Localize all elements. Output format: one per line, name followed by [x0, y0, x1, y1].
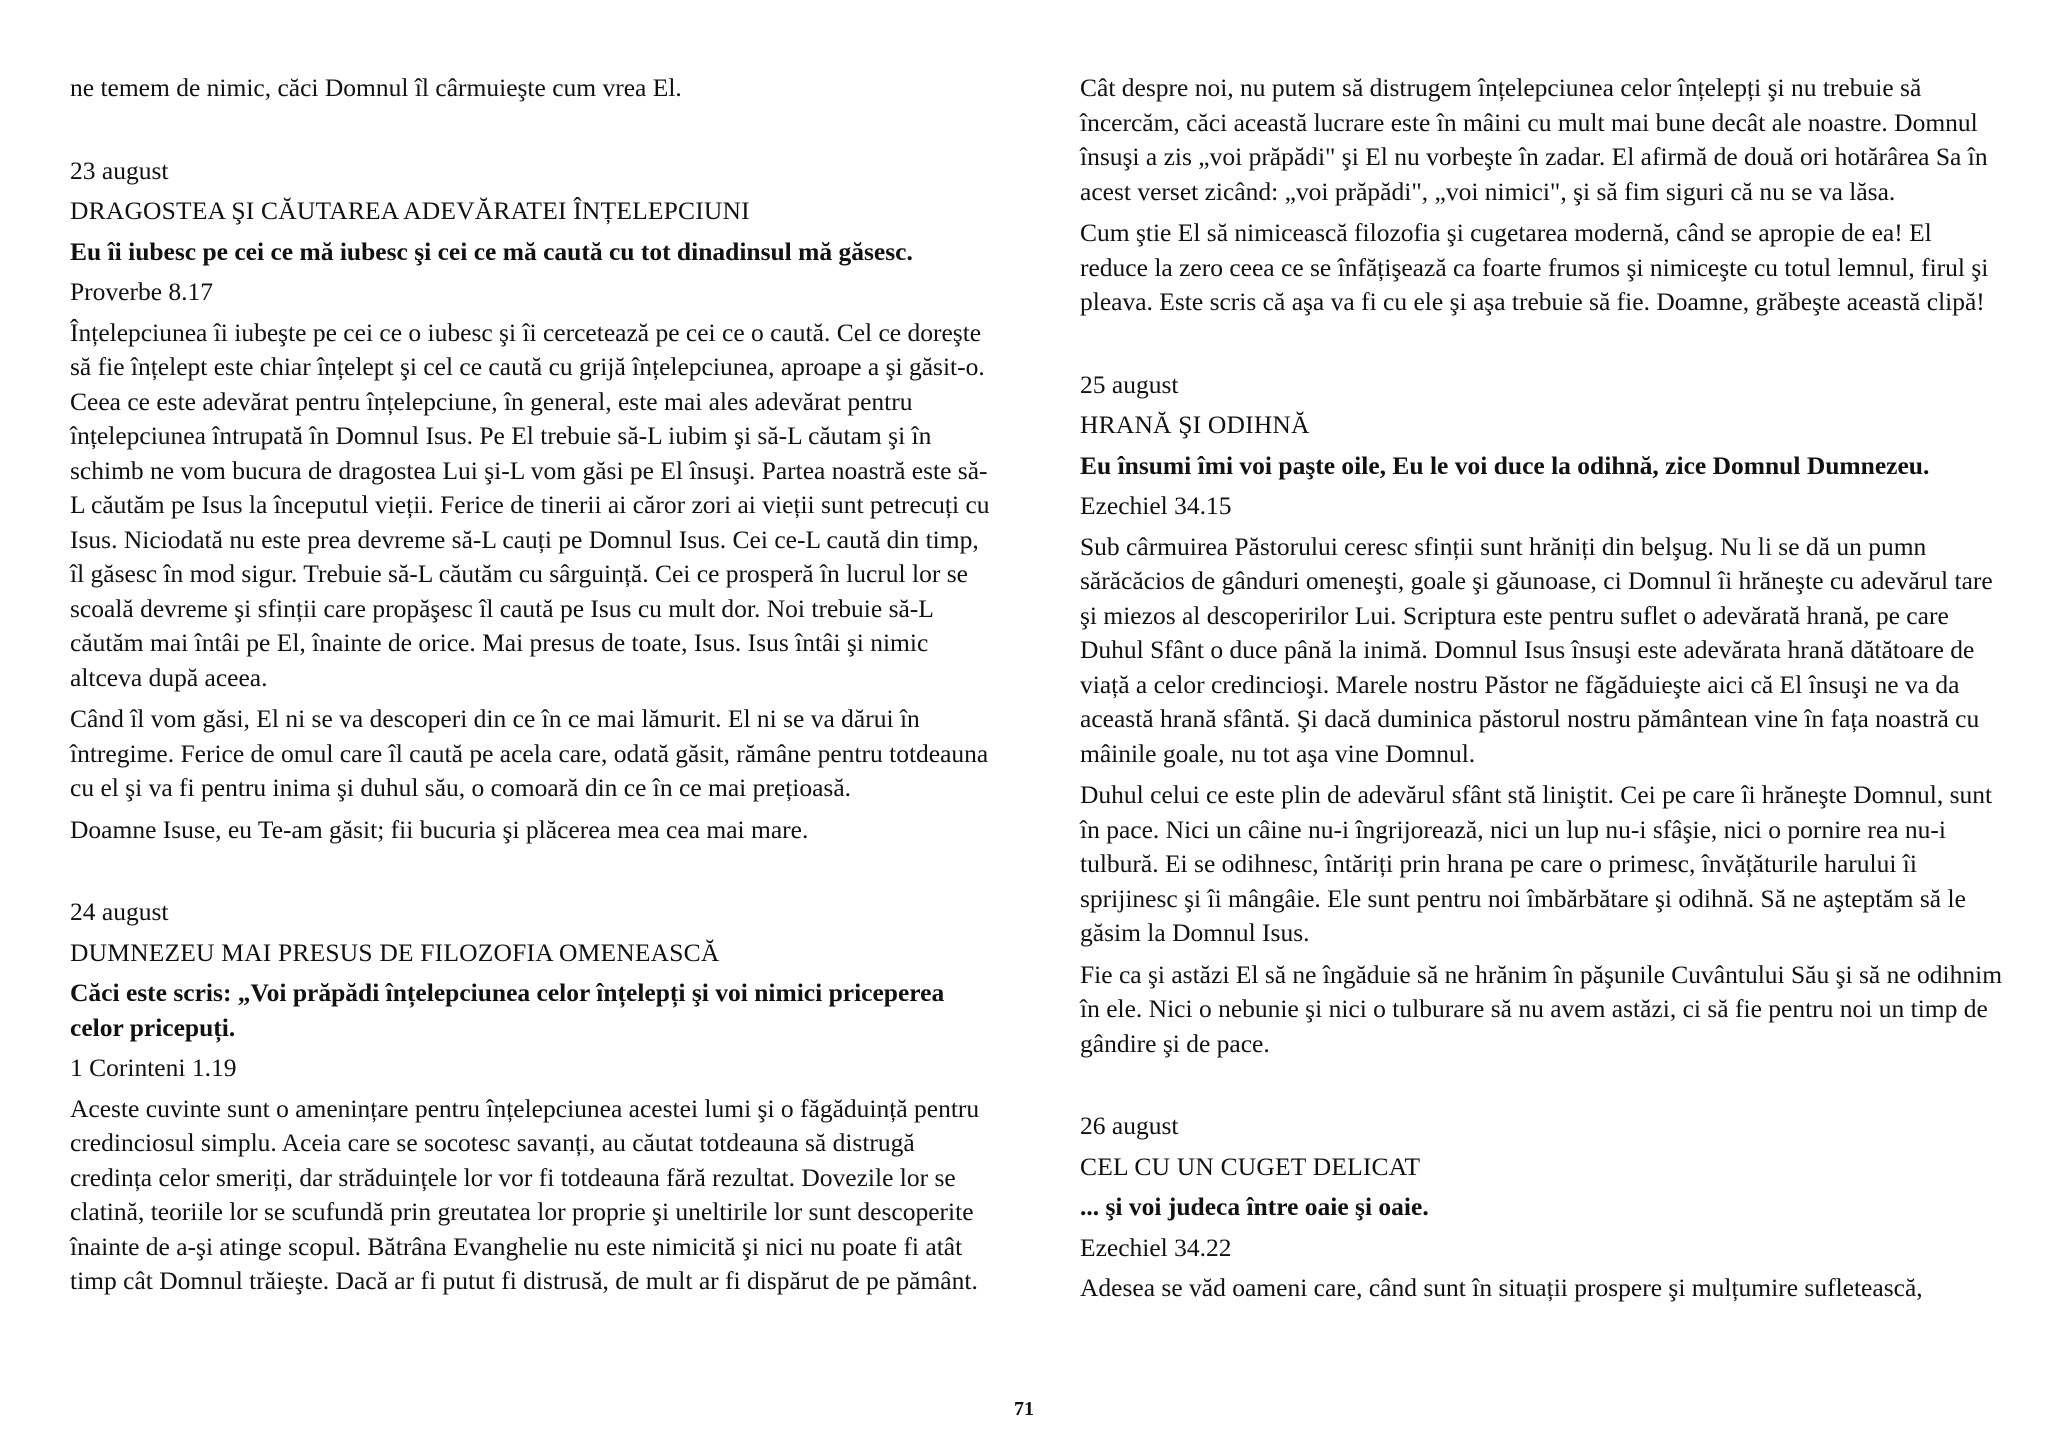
entry-date: 26 august — [1080, 1111, 1179, 1140]
entry-date: 24 august — [70, 897, 169, 926]
devotional-entry-23 — [70, 154, 995, 848]
devotional-entry-25 — [1080, 368, 2005, 1062]
entry-paragraph: Aceste cuvinte sunt o amenințare pentru înțelepciunea acestei lumi şi o făgăduință pentru credinciosul simplu. Aceia care se socotesc savanți, au căutat totdeauna să distrugă credința celor smeriți, dar străduințele lor vor fi totdeauna fără rezultat. Dovezile lor se clatină, teoriile lor se scufundă prin greutatea lor proprie şi uneltirile lor sunt descoperite înainte de a-şi atinge scopul. Bătrâna Evanghelie nu este nimicită şi nici nu poate fi atât timp cât Domnul trăieşte. Dacă ar fi putut fi distrusă, de mult ar fi dispărut de pe pământ. — [70, 1093, 980, 1295]
entry-title: CEL CU UN CUGET DELICAT — [1080, 1151, 1421, 1181]
entry-title: HRANĂ ŞI ODIHNĂ — [1080, 410, 1310, 439]
verse-reference: Proverbe 8.17 — [70, 277, 214, 306]
entry-verse: ... şi voi judeca între oaie şi oaie. — [1080, 1192, 1429, 1221]
entry-paragraph: Doamne Isuse, eu Te-am găsit; fii bucuria şi plăcerea mea cea mai mare. — [70, 814, 809, 844]
entry-date: 23 august — [70, 155, 169, 185]
entry-title: DRAGOSTEA ŞI CĂUTAREA ADEVĂRATEI ÎNȚELEPCIUNI — [70, 196, 750, 225]
page-number: 71 — [1014, 1398, 1034, 1420]
entry-paragraph: Duhul celui ce este plin de adevărul sfânt stă liniştit. Cei pe care îi hrăneşte Domnul, sunt în pace. Nici un câine nu-i îngrijorează, nici un lup nu-i sfâşie, nici o pornire rea nu-i tulbură. Ei se odihnesc, întăriți prin hrana pe care o primesc, învățăturile harului îi sprijinesc şi îi mângâie. Ele sunt pentru noi îmbărbătare şi odihnă. Să ne aşteptăm să le găsim la Domnul Isus. — [1080, 780, 1993, 947]
entry-paragraph: Cât despre noi, nu putem să distrugem înțelepciunea celor înțelepți şi nu trebuie să încercăm, căci această lucrare este în mâini cu mult mai bune decât ale noastre. Domnul însuşi a zis „voi prăpădi" şi El nu vorbeşte în zadar. El afirmă de două ori hotărârea Sa în acest verset zicând: „voi prăpădi", „voi nimici", şi să fim siguri că nu se va lăsa. — [1080, 73, 1988, 206]
verse-reference: 1 Corinteni 1.19 — [70, 1053, 237, 1082]
entry-paragraph: Când îl vom găsi, El ni se va descoperi din ce în ce mai lămurit. El ni se va dărui în întregime. Ferice de omul care îl caută pe acela care, odată găsit, rămâne pentru totdeauna cu el şi va fi pentru inima şi duhul său, o comoară din ce în ce mai prețioasă. — [70, 704, 989, 802]
verse-reference: Ezechiel 34.22 — [1080, 1232, 1232, 1262]
left-column — [70, 71, 995, 1306]
verse-reference: Ezechiel 34.15 — [1080, 491, 1232, 520]
devotional-entry-24 — [70, 895, 995, 1299]
entry-paragraph: Adesea se văd oameni care, când sunt în situații prospere şi mulțumire sufletească, — [1080, 1273, 1923, 1302]
entry-verse: Căci este scris: „Voi prăpădi înțelepciunea celor înțelepți şi voi nimici priceperea celor pricepuți. — [70, 978, 945, 1042]
devotional-entry-26 — [1080, 1109, 2005, 1306]
entry-paragraph: Fie ca şi astăzi El să ne îngăduie să ne hrănim în păşunile Cuvântului Său şi să ne odihnim în ele. Nici o nebunie şi nici o tulburare să nu avem astăzi, ci să fie pentru noi un timp de gândire şi de pace. — [1080, 959, 2003, 1058]
entry-date: 25 august — [1080, 369, 1179, 399]
entry-verse: Eu însumi îmi voi paşte oile, Eu le voi duce la odihnă, zice Domnul Dumnezeu. — [1080, 450, 1930, 480]
entry-verse: Eu îi iubesc pe cei ce mă iubesc şi cei ce mă caută cu tot dinadinsul mă găsesc. — [70, 236, 913, 266]
entry-paragraph: Cum ştie El să nimicească filozofia şi cugetarea modernă, când se apropie de ea! El reduce la zero ceea ce se înfățişează ca foarte frumos şi nimiceşte cu totul lemnul, firul şi pleava. Este scris că aşa va fi cu ele şi aşa trebuie să fie. Doamne, grăbeşte această clipă! — [1080, 218, 1989, 316]
entry-paragraph: Sub cârmuirea Păstorului ceresc sfinții sunt hrăniți din belşug. Nu li se dă un pumn sărăcăcios de gânduri omeneşti, goale şi găunoase, ci Domnul îi hrăneşte cu adevărul tare şi miezos al descoperirilor Lui. Scriptura este pentru suflet o adevărată hrană, pe care Duhul Sfânt o duce până la inimă. Domnul Isus însuşi este adevărata hrană dătătoare de viață a celor credincioşi. Marele nostru Păstor ne făgăduieşte aici că El însuşi ne va da această hrană sfântă. Şi dacă duminica păstorul nostru pământean vine în fața noastră cu mâinile goale, nu tot aşa vine Domnul. — [1080, 531, 1993, 768]
right-column — [1080, 71, 2005, 1313]
entry-title: DUMNEZEU MAI PRESUS DE FILOZOFIA OMENEASCĂ — [70, 937, 720, 967]
entry-paragraph: Înțelepciunea îi iubeşte pe cei ce o iubesc şi îi cercetează pe cei ce o caută. Cel ce doreşte să fie înțelept este chiar înțelept şi cel ce caută cu grijă înțelepciunea, aproape a şi găsit-o. Ceea ce este adevărat pentru înțelepciune, în general, este mai ales adevărat pentru înțelepciunea întrupată în Domnul Isus. Pe El trebuie să-L iubim şi să-L căutam şi în schimb ne vom bucura de dragostea Lui şi-L vom găsi pe El însuşi. Partea noastră este să-L căutăm pe Isus la începutul vieții. Ferice de tinerii ai căror zori ai vieții sunt petrecuți cu Isus. Niciodată nu este prea devreme să-L cauți pe Domnul Isus. Cei ce-L caută din timp, îl găsesc în mod sigur. Trebuie să-L căutăm cu sârguință. Cei ce prosperă în lucrul lor se scoală devreme şi sfinții care propăşesc îl caută pe Isus cu mult dor. Noi trebuie să-L căutăm mai întâi pe El, înainte de orice. Mai presus de toate, Isus. Isus întâi şi nimic altceva după aceea. — [70, 317, 990, 692]
continued-paragraph: ne temem de nimic, căci Domnul îl cârmuieşte cum vrea El. — [70, 73, 682, 102]
